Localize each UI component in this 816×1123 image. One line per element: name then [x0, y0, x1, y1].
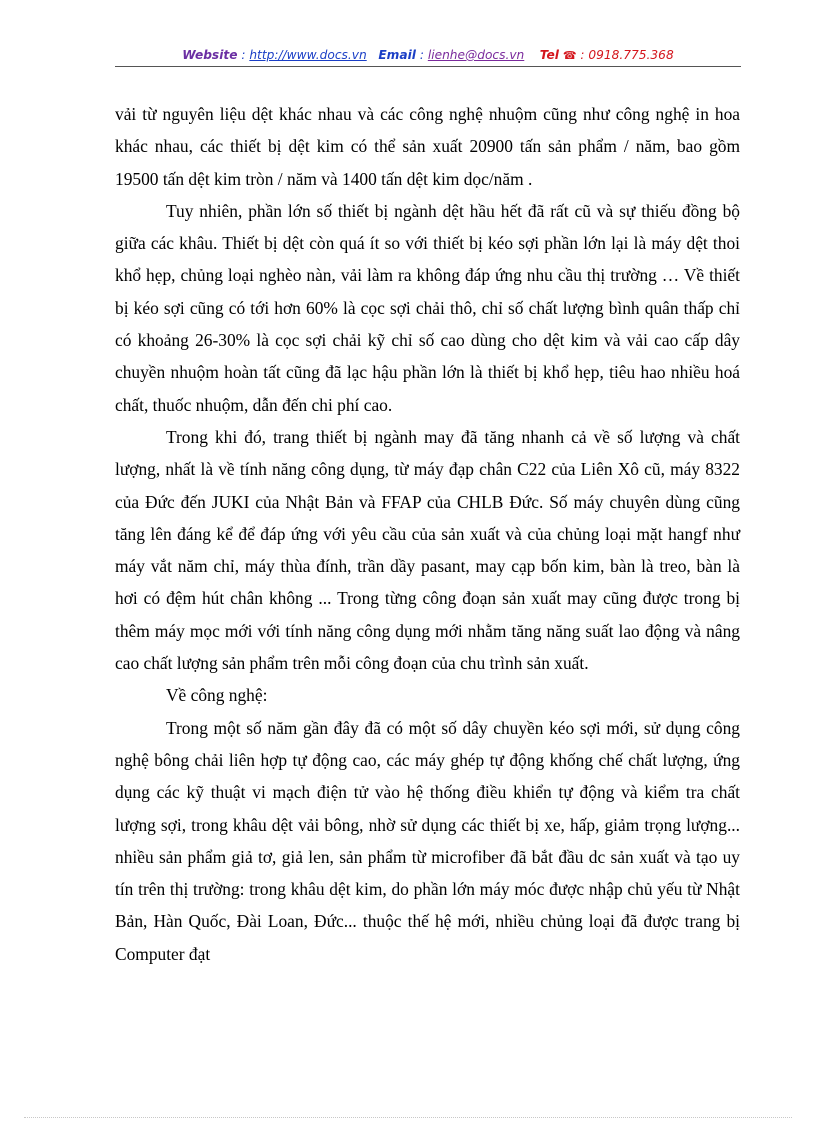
phone-icon: ☎: [562, 49, 577, 62]
paragraph-1: vải từ nguyên liệu dệt khác nhau và các công nghệ nhuộm cũng như công nghệ in hoa khác nhau, các thiết bị dệt kim có thể sản xuất 20900 tấn sản phẩm / năm, bao gồm 19500 tấn dệt kim tròn / năm và 1400 tấn dệt kim dọc/năm .: [115, 104, 740, 189]
email-link[interactable]: lienhe@docs.vn: [427, 48, 525, 62]
website-label: Website: [182, 48, 238, 62]
footer-divider: [24, 1117, 792, 1118]
tel-separator: :: [576, 48, 589, 62]
website-link[interactable]: http://www.docs.vn: [249, 48, 367, 62]
paragraph-2: Tuy nhiên, phần lớn số thiết bị ngành dệt hầu hết đã rất cũ và sự thiếu đồng bộ giữa các khâu. Thiết bị dệt còn quá ít so với thiết bị kéo sợi phần lớn lại là máy dệt thoi khổ hẹp, chủng loại nghèo nàn, vải làm ra không đáp ứng nhu cầu thị trường … Về thiết bị kéo sợi cũng có tới hơn 60% là cọc sợi chải thô, chỉ số chất lượng bình quân thấp chỉ có khoảng 26-30% là cọc sợi chải kỹ chỉ số cao dùng cho dệt kim và vải cao cấp dây chuyền nhuộm hoàn tất cũng đã lạc hậu phần lớn là thiết bị khổ hẹp, tiêu hao nhiều hoá chất, thuốc nhuộm, dẫn đến chi phí cao.: [115, 200, 740, 415]
section-heading-technology: Về công nghệ:: [166, 685, 268, 706]
paragraph-4: Trong một số năm gần đây đã có một số dây chuyền kéo sợi mới, sử dụng công nghệ bông chải liên hợp tự động cao, các máy ghép tự động khống chế chất lượng, ứng dụng các kỹ thuật vi mạch điện tử vào hệ thống điều khiển tự động và kiểm tra chất lượng sợi, trong khâu dệt vải bông, nhờ sử dụng các thiết bị xe, hấp, giảm trọng lượng... nhiều sản phẩm giả tơ, giả len, sản phẩm từ microfiber đã bắt đầu dc sản xuất và tạo uy tín trên thị trường: trong khâu dệt kim, do phần lớn máy móc được nhập chủ yếu từ Nhật Bản, Hàn Quốc, Đài Loan, Đức... thuộc thế hệ mới, nhiều chủng loại đã được trang bị Computer đạt: [115, 717, 740, 964]
email-separator: :: [415, 48, 428, 62]
email-label: Email: [378, 48, 416, 62]
tel-number: 0918.775.368: [588, 48, 674, 62]
paragraph-3: Trong khi đó, trang thiết bị ngành may đã tăng nhanh cả về số lượng và chất lượng, nhất là về tính năng công dụng, từ máy đạp chân C22 của Liên Xô cũ, máy 8322 của Đức đến JUKI của Nhật Bản và FFAP của CHLB Đức. Số máy chuyên dùng cũng tăng lên đáng kể để đáp ứng với yêu cầu của sản xuất và của chủng loại mặt hangf như máy vắt năm chỉ, máy thùa đính, trần dầy pasant, may cạp bốn kim, bàn là treo, bàn là hơi có đệm hút chân không ... Trong từng công đoạn sản xuất may cũng được trong bị thêm máy mọc mới với tính năng công dụng mới nhằm tăng năng suất lao động và nâng cao chất lượng sản phẩm trên mỗi công đoạn của chu trình sản xuất.: [115, 426, 740, 674]
document-body: [115, 98, 740, 970]
page-header: [115, 46, 741, 68]
website-separator: :: [237, 48, 250, 62]
header-divider: [115, 66, 741, 67]
tel-label: Tel: [539, 48, 559, 62]
